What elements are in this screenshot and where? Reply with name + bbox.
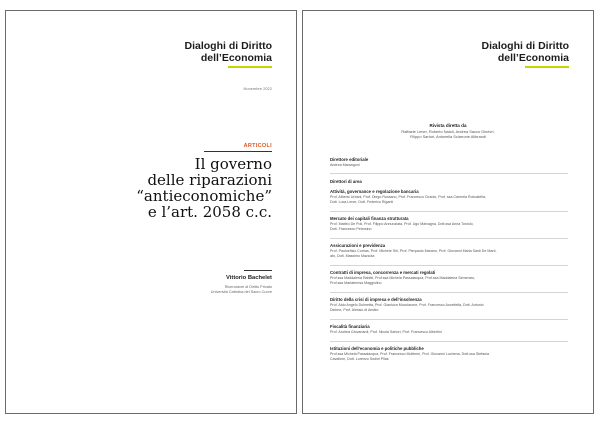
masthead-divider: [330, 341, 568, 342]
areas-heading: Direttori di area: [330, 179, 362, 184]
article-title-line: delle riparazioni: [147, 171, 272, 189]
journal-title-line-2: dell’Economia: [200, 52, 272, 64]
area-section: [330, 297, 570, 313]
area-members: [330, 352, 570, 362]
area-title: Fiscalità finanziaria: [330, 324, 370, 329]
area-members-line: Prof. Matteo De Poli, Prof. Filippo Annunziata, Prof. Ugo Malvagna, Dott.ssa Anna Toniolo,: [330, 221, 474, 226]
masthead-divider: [330, 238, 568, 239]
author-divider: [244, 270, 272, 271]
journal-direction: [343, 123, 553, 140]
article-title: [92, 156, 272, 220]
area-section: [330, 243, 570, 259]
area-members: [330, 222, 570, 232]
masthead-divider: [330, 211, 568, 212]
masthead-page: [302, 10, 594, 414]
journal-title-line-1: Dialoghi di Diritto: [184, 40, 272, 52]
area-members-line: Prof. Paoloefisio Corrias, Prof. Michele Siri, Prof. Pierpaolo Marano, Prof. Giovanni Maria Santi De Marti-: [330, 248, 497, 253]
journal-title-line-2: dell’Economia: [497, 52, 569, 64]
editorial-director-name: Andrea Marangoni: [330, 162, 360, 167]
direction-heading: Rivista diretta da: [429, 123, 467, 128]
area-title: Istituzioni dell’economia e politiche pubbliche: [330, 346, 424, 351]
area-title: Attività, governance e regolazione bancaria: [330, 189, 419, 194]
editorial-director-heading: Direttore editoriale: [330, 157, 369, 162]
area-members-line: Dott. Luca Lener, Dott. Federico Riganti: [330, 199, 394, 204]
article-title-line: e l’art. 2058 c.c.: [147, 203, 272, 221]
article-title-line: Il governo: [194, 155, 272, 173]
direction-names: [343, 129, 553, 140]
section-label: ARTICOLI: [243, 143, 272, 149]
direction-names-line: Filippo Sartori, Antonella Sciarrone Alibrandi: [410, 134, 486, 140]
area-section: [330, 216, 570, 232]
area-title: Assicurazioni e previdenza: [330, 243, 386, 248]
area-members-line: Didone, Prof. Alessio di Amato: [330, 307, 379, 312]
issue-date: Novembre 2022: [243, 86, 272, 91]
area-members-line: Prof.ssa Maddalena Rabitti, Prof.ssa Michela Passalacqua, Prof.ssa Maddalena Semeraro,: [330, 275, 476, 280]
author-name: Vittorio Bachelet: [226, 275, 272, 281]
area-members-line: Prof.ssa Mariateresa Maggiolino: [330, 280, 382, 285]
masthead-divider: [330, 265, 568, 266]
area-members-line: Prof. Aldo Angelo Dolmetta, Prof. Gianluca Mucciarone, Prof. Francesco Accettella, Dott. Antonio: [330, 302, 484, 307]
author-affiliation-line: Ricercatore di Diritto Privato: [224, 285, 272, 289]
journal-title: [152, 40, 272, 64]
section-divider: [204, 151, 272, 152]
author-affiliation-line: Università Cattolica del Sacro Cuore: [210, 290, 272, 295]
area-title: Contratti di impresa, concorrenza e mercati regolati: [330, 270, 436, 275]
journal-accent-bar: [228, 66, 272, 68]
area-members: [330, 249, 570, 259]
masthead-divider: [330, 292, 568, 293]
masthead-divider: [330, 319, 568, 320]
article-title-line: “antieconomiche”: [136, 187, 272, 205]
journal-title-line-1: Dialoghi di Diritto: [481, 40, 569, 52]
direction-names-line: Raffaele Lener, Roberto Natoli, Andrea Sacco Ginevri,: [401, 129, 495, 134]
area-members-line: Prof.ssa Michela Passalacqua, Prof. Francesco Moliterni, Prof. Giovanni Luchena, Dott.ssa Stefania: [330, 351, 490, 356]
area-members-line: Dott. Francesco Petrosino: [330, 226, 372, 231]
area-members-line: Prof. Andrea Giovanardi, Prof. Nicola Sartori, Prof. Francesco Albertini: [330, 329, 442, 334]
journal-title: [449, 40, 569, 64]
area-title: Diritto della crisi di impresa e dell’insolvenza: [330, 297, 422, 302]
area-members: [330, 330, 570, 335]
area-members-line: ato, Dott. Massimo Mazzola: [330, 253, 375, 258]
area-members: [330, 276, 570, 286]
author-affiliation: [142, 285, 272, 295]
area-members: [330, 303, 570, 313]
area-members: [330, 195, 570, 205]
area-members-line: Cavaliere, Dott. Lorenzo Sodini Pilas: [330, 356, 389, 361]
area-section: [330, 324, 570, 335]
article-cover-page: [5, 10, 297, 414]
area-section: [330, 270, 570, 286]
area-section: [330, 189, 570, 205]
area-members-line: Prof. Alberto Urbani, Prof. Diego Rossano, Prof. Francesco Ciraolo, Prof. ssa Carmela Robustella,: [330, 194, 486, 199]
editorial-director: [330, 157, 570, 168]
area-section: [330, 346, 570, 362]
masthead-divider: [330, 173, 568, 174]
journal-accent-bar: [525, 66, 569, 68]
area-title: Mercato dei capitali finanza strutturata: [330, 216, 409, 221]
